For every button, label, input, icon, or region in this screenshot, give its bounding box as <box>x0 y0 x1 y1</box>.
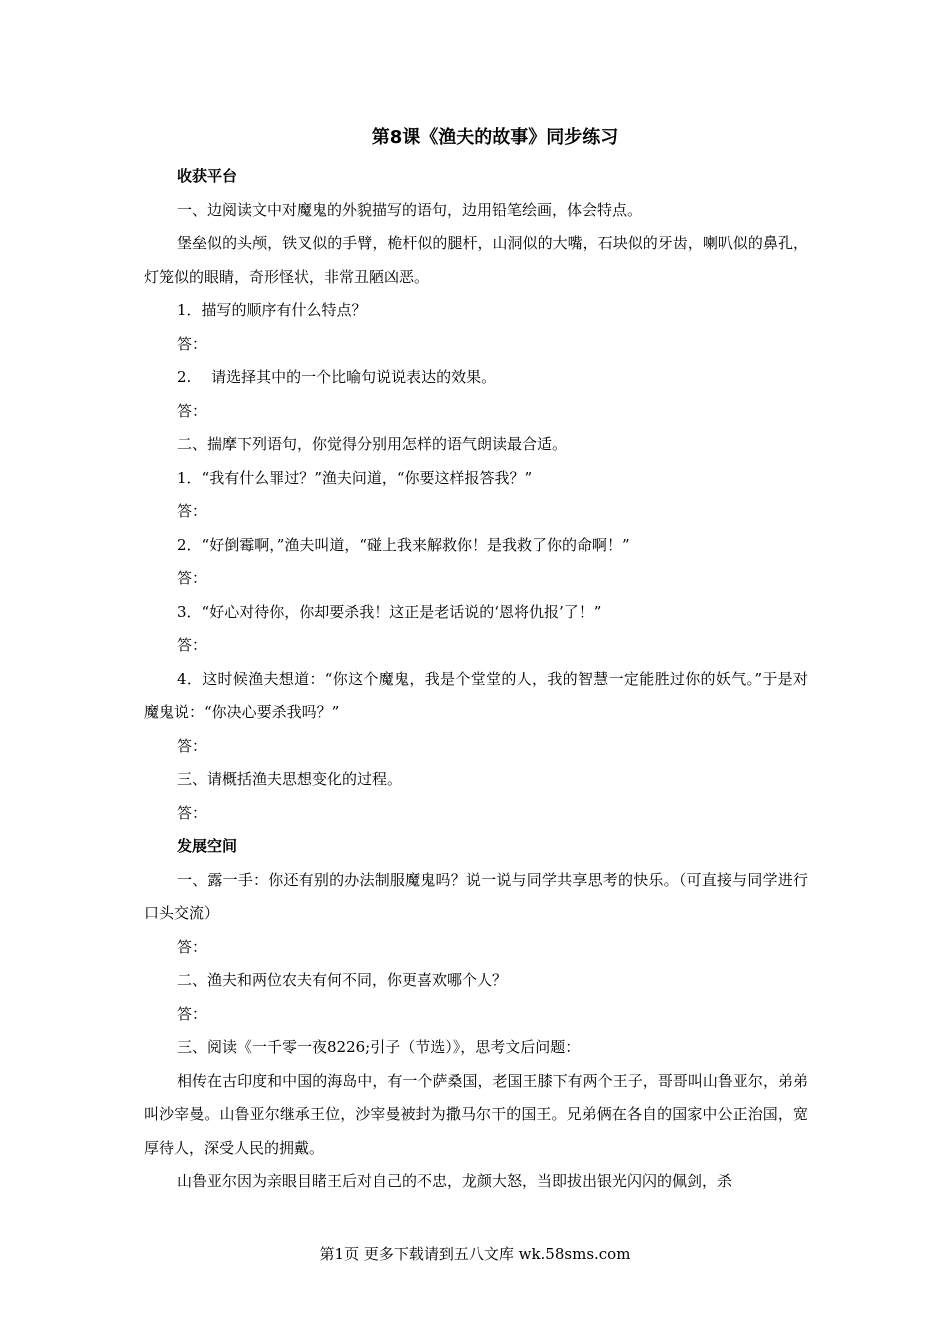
page-footer: 第1页 更多下载请到五八文库 wk.58sms.com <box>319 1245 631 1263</box>
answer-line: 答： <box>177 636 208 654</box>
answer-line: 答： <box>177 1004 208 1023</box>
question-2-sub-4: 4．这时候渔夫想道：“你这个魔鬼，我是个堂堂的人，我的智慧一定能胜过你的妖气。”于是对魔鬼说：“你决心要杀我吗？” <box>144 669 808 721</box>
answer-line: 答： <box>177 937 208 956</box>
answer-line: 答： <box>177 334 208 353</box>
reading-passage-paragraph-2: 山鲁亚尔因为亲眼目睹王后对自己的不忠，龙颜大怒，当即拔出银光闪闪的佩剑，杀 <box>177 1172 733 1190</box>
answer-line: 答： <box>177 736 208 755</box>
reading-passage-paragraph-1: 相传在古印度和中国的海岛中，有一个萨桑国，老国王膝下有两个王子，哥哥叫山鲁亚尔，弟弟叫沙宰曼。山鲁亚尔继承王位，沙宰曼被封为撒马尔干的国王。兄弟俩在各自的国家中公正治国，宽厚待人，深受人民的拥戴。 <box>144 1071 808 1157</box>
development-question-2: 二、渔夫和两位农夫有何不同，你更喜欢哪个人？ <box>177 971 508 989</box>
question-2-sub-1: 1．“我有什么罪过？”渔夫问道，“你要这样报答我？” <box>177 468 533 487</box>
question-1-intro: 一、边阅读文中对魔鬼的外貌描写的语句，边用铅笔绘画，体会特点。 <box>177 200 643 219</box>
question-2-sub-3: 3．“好心对待你，你却要杀我！这正是老话说的‘恩将仇报’了！” <box>177 602 602 621</box>
answer-line: 答： <box>177 401 208 420</box>
document-body <box>144 160 808 1199</box>
development-question-1: 一、露一手：你还有别的办法制服魔鬼吗？说一说与同学共享思考的快乐。（可直接与同学进行口头交流） <box>144 870 808 922</box>
section-heading-harvest: 收获平台 <box>177 167 238 185</box>
question-1-sub-1: 1．描写的顺序有什么特点？ <box>177 301 367 319</box>
question-2-intro: 二、揣摩下列语句，你觉得分别用怎样的语气朗读最合适。 <box>177 435 568 453</box>
page-title: 第8课《渔夫的故事》同步练习 <box>371 127 619 148</box>
question-2-sub-2: 2．“好倒霉啊，”渔夫叫道，“碰上我来解救你！是我救了你的命啊！” <box>177 535 630 554</box>
answer-line: 答： <box>177 502 208 520</box>
question-1-text: 堡垒似的头颅，铁叉似的手臂，桅杆似的腿杆，山洞似的大嘴，石块似的牙齿，喇叭似的鼻孔，灯笼似的眼睛，奇形怪状，非常丑陋凶恶。 <box>144 234 808 286</box>
section-heading-development: 发展空间 <box>177 837 238 855</box>
question-3: 三、请概括渔夫思想变化的过程。 <box>177 770 403 788</box>
question-1-sub-2: 2. 请选择其中的一个比喻句说说表达的效果。 <box>177 368 497 386</box>
answer-line: 答： <box>177 569 208 587</box>
answer-line: 答： <box>177 803 208 822</box>
development-question-3-intro: 三、阅读《一千零一夜8226;引子（节选）》，思考文后问题： <box>177 1038 581 1056</box>
